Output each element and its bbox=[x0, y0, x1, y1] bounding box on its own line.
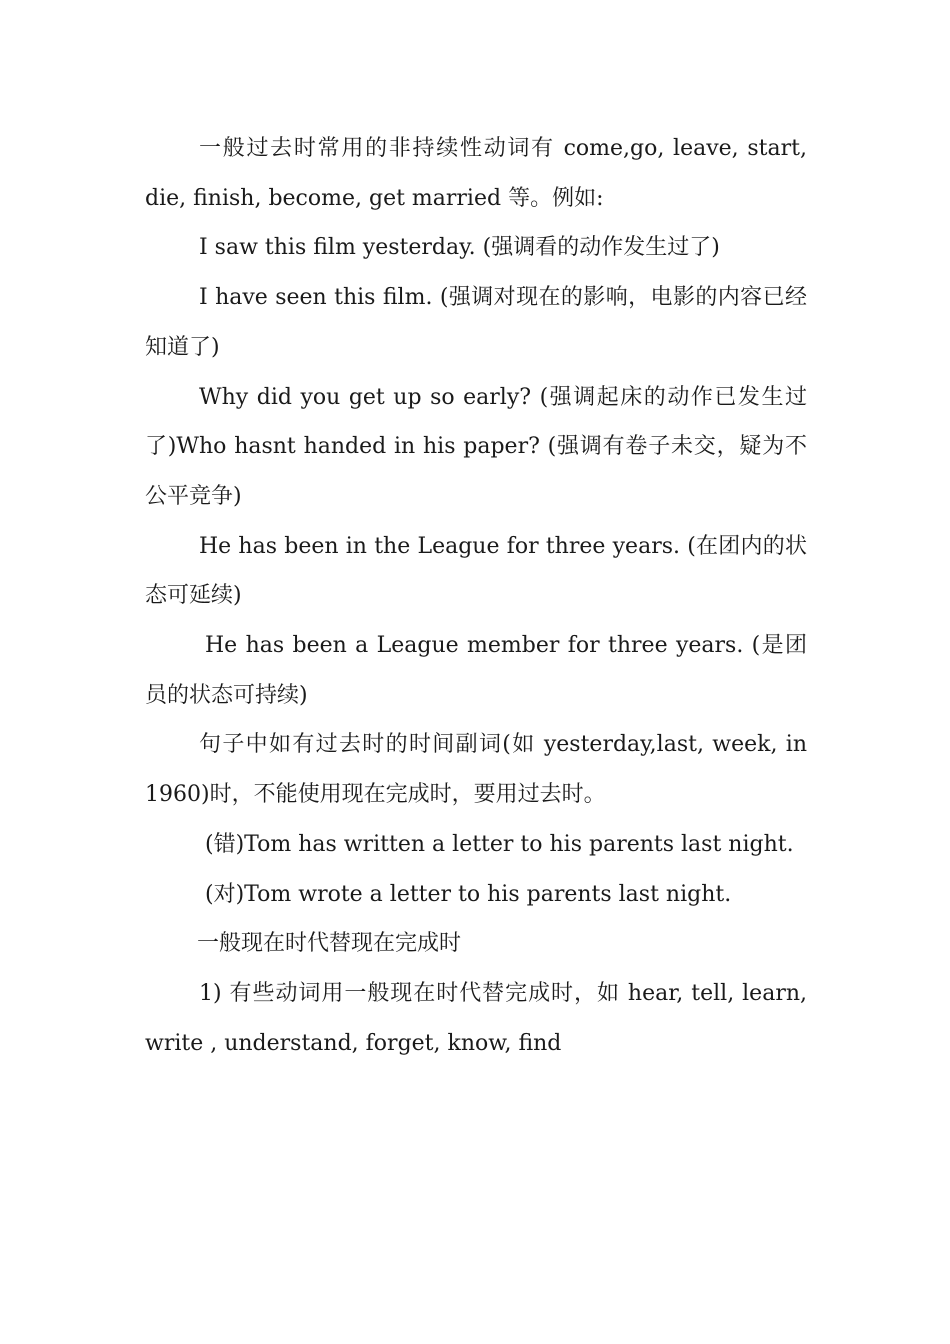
paragraph-time-adverbs-rule: 句子中如有过去时的时间副词(如 yesterday,last, week, in 1960)时，不能使用现在完成时，要用过去时。 bbox=[145, 732, 807, 808]
paragraph-example-get-up: Why did you get up so early? (强调起床的动作已发生过了)Who hasnt handed in his paper? (强调有卷子未交，疑为不公平竞争) bbox=[145, 384, 807, 509]
document-body bbox=[145, 124, 807, 1068]
paragraph-correct-example: (对)Tom wrote a letter to his parents last night. bbox=[205, 881, 732, 907]
paragraph-example-in-league: He has been in the League for three years. (在团内的状态可延续) bbox=[145, 533, 807, 609]
paragraph-present-for-perfect: 1) 有些动词用一般现在时代替完成时，如 hear, tell, learn, write , understand, forget, know, find bbox=[145, 980, 807, 1056]
paragraph-section-heading: 一般现在时代替现在完成时 bbox=[197, 931, 462, 957]
paragraph-example-league-member: He has been a League member for three years. (是团员的状态可持续) bbox=[145, 633, 807, 708]
paragraph-wrong-example: (错)Tom has written a letter to his parents last night. bbox=[205, 831, 794, 857]
paragraph-past-tense-verbs: 一般过去时常用的非持续性动词有 come,go, leave, start, die, finish, become, get married 等。例如: bbox=[145, 136, 807, 211]
paragraph-example-seen-film: I have seen this film. (强调对现在的影响，电影的内容已经知道了) bbox=[145, 285, 807, 360]
paragraph-example-saw-film: I saw this film yesterday. (强调看的动作发生过了) bbox=[199, 235, 720, 261]
